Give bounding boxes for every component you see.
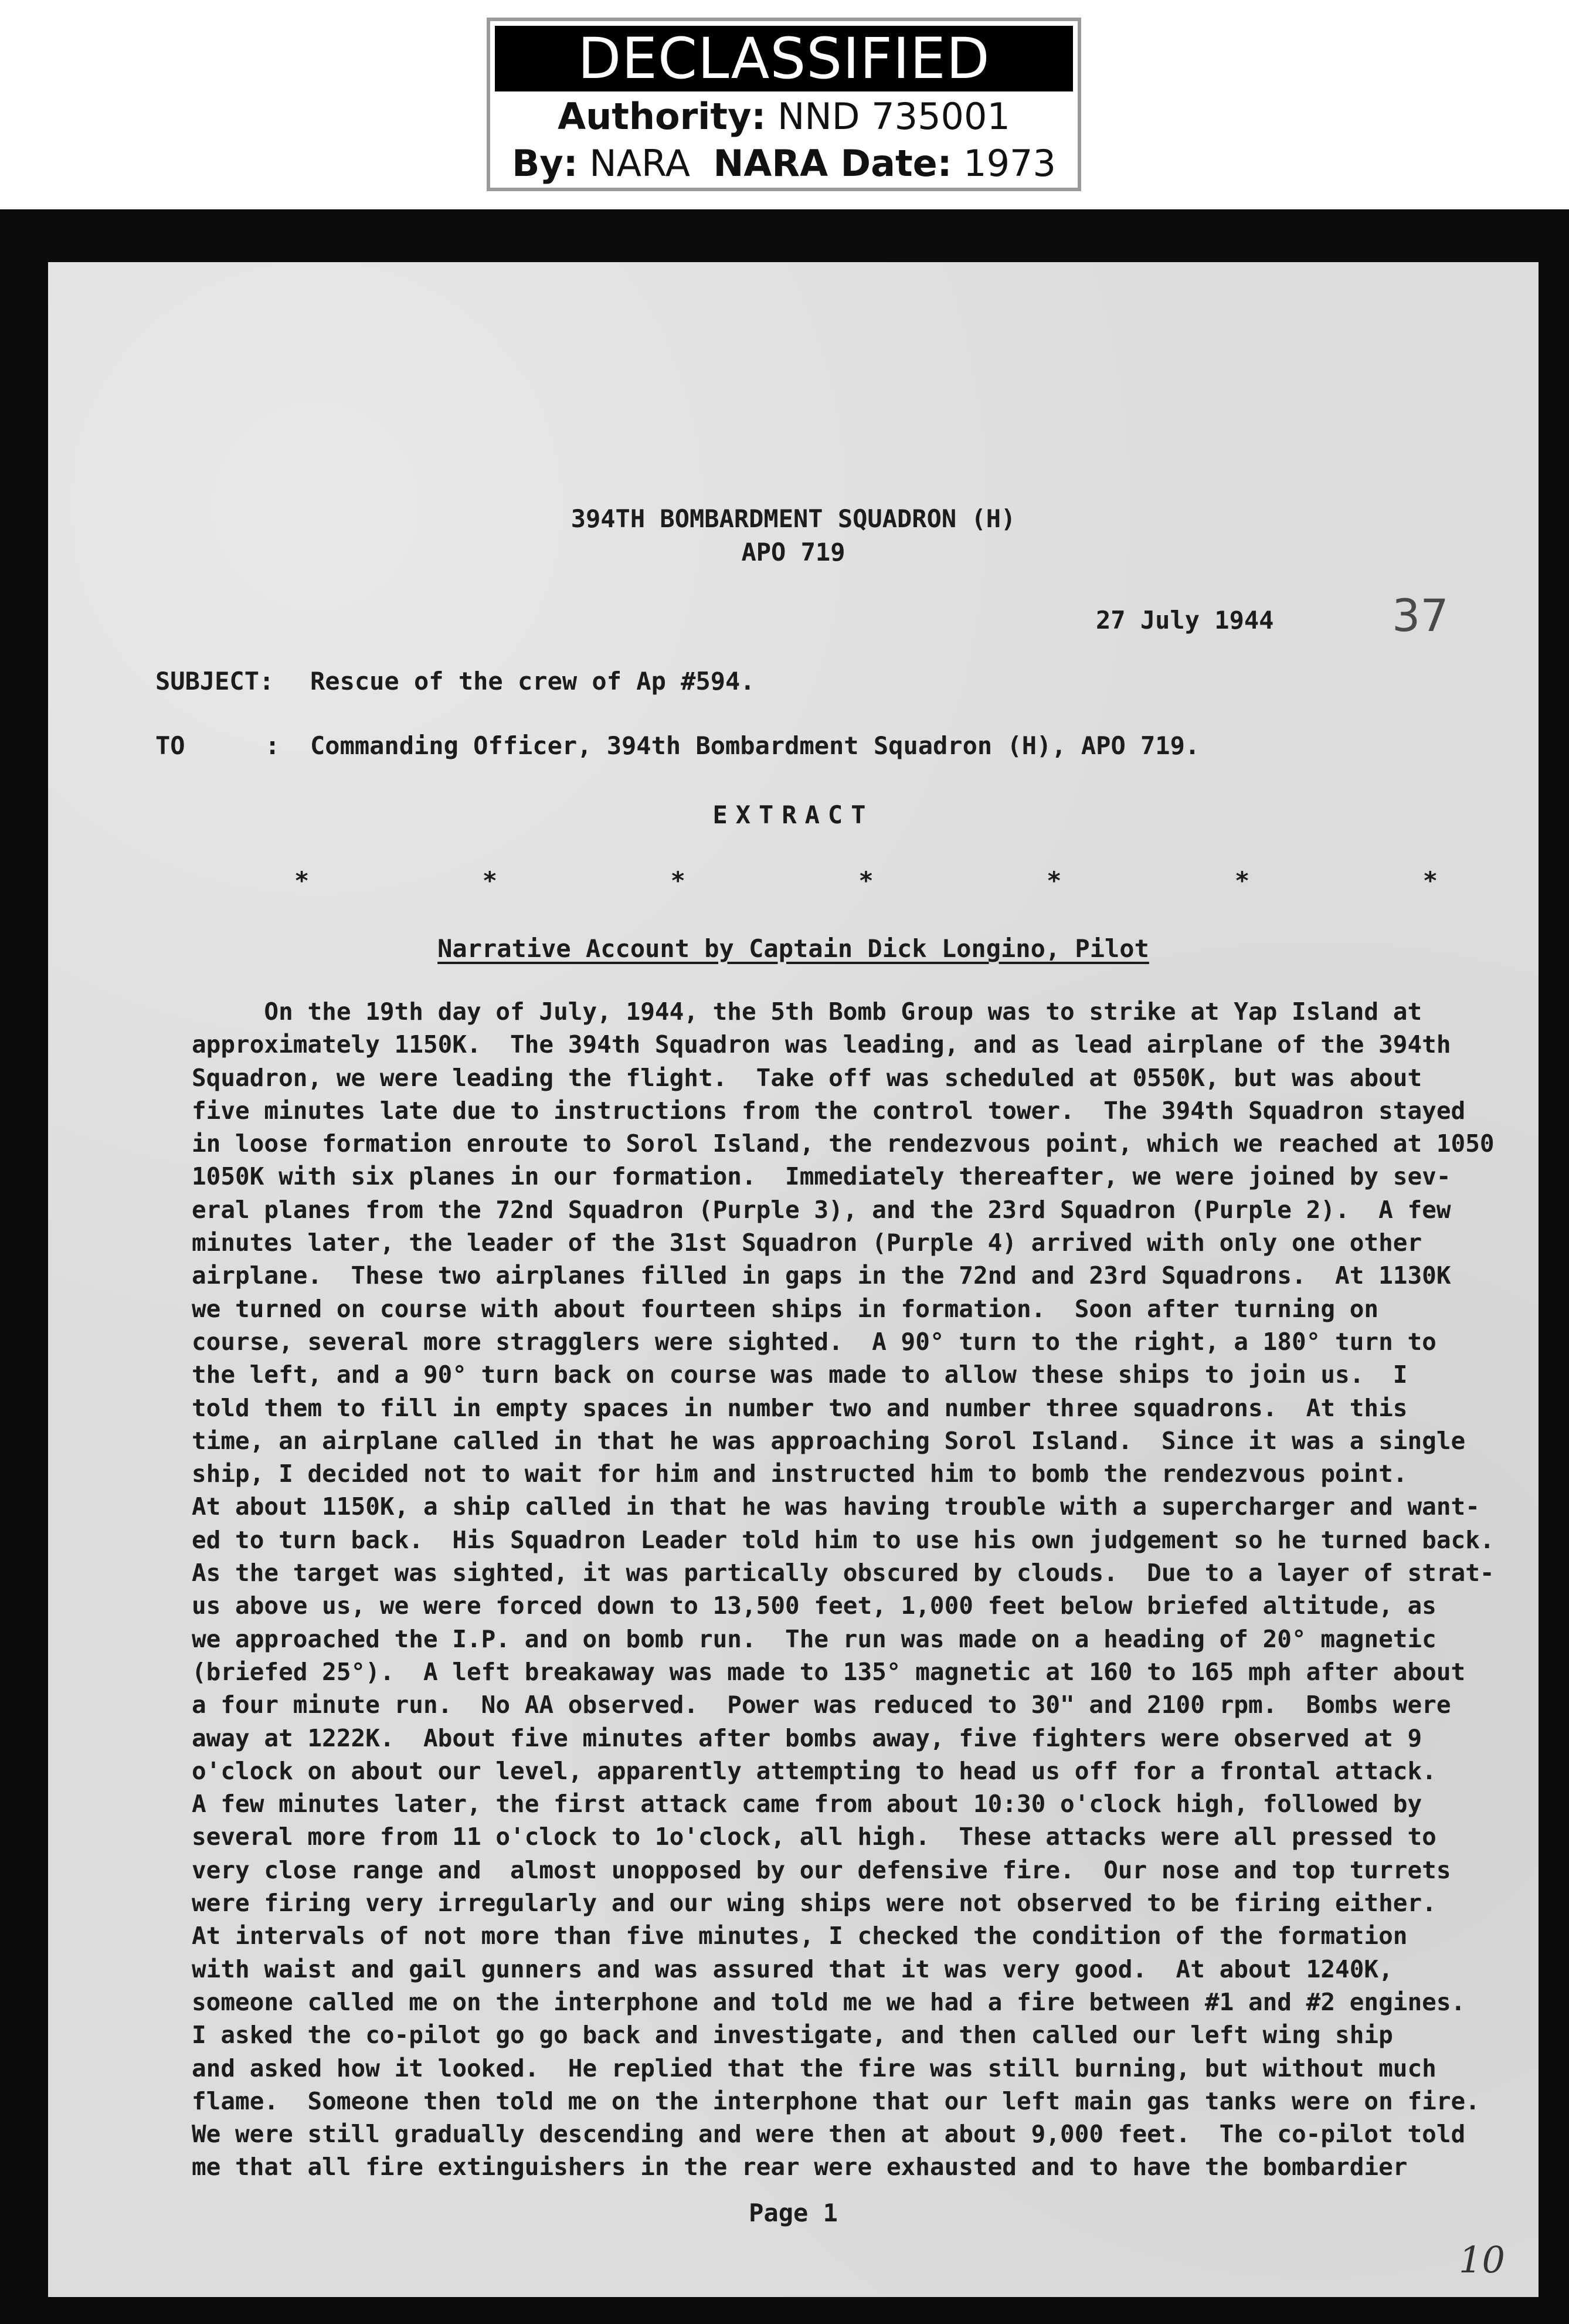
to-label: TO [155, 731, 185, 760]
body-line: Squadron, we were leading the flight. Take off was scheduled at 0550K, but was about [192, 1063, 1422, 1092]
body-line: the left, and a 90° turn back on course was made to allow these ships to join us. I [192, 1361, 1408, 1389]
body-line: several more from 11 o'clock to 1o'clock, all high. These attacks were all pressed to [192, 1823, 1436, 1851]
body-line: flame. Someone then told me on the interphone that our left main gas tanks were on fire. [192, 2086, 1480, 2115]
stamp-authority-label: Authority: [558, 95, 766, 138]
body-line: in loose formation enroute to Sorol Island, the rendezvous point, which we reached at 1050 [192, 1129, 1495, 1158]
body-line: (briefed 25°). A left breakaway was made to 135° magnetic at 160 to 165 mph after about [192, 1657, 1466, 1686]
extract-heading: EXTRACT [712, 800, 874, 829]
subject-text: Rescue of the crew of Ap #594. [310, 667, 755, 695]
body-line: As the target was sighted, it was partically obscured by clouds. Due to a layer of strat- [192, 1559, 1495, 1587]
stamp-date-label: NARA Date: [713, 142, 952, 185]
body-line: I asked the co-pilot go go back and investigate, and then called our left wing ship [192, 2021, 1393, 2050]
document-page [48, 262, 1539, 2297]
body-line: we approached the I.P. and on bomb run. The run was made on a heading of 20° magnetic [192, 1624, 1436, 1653]
body-line: away at 1222K. About five minutes after bombs away, five fighters were observed at 9 [192, 1724, 1422, 1752]
body-line: me that all fire extinguishers in the rear were exhausted and to have the bombardier [192, 2153, 1408, 2181]
handwritten-page-number: 37 [1392, 589, 1449, 642]
body-line: At about 1150K, a ship called in that he was having trouble with a supercharger and want- [192, 1492, 1480, 1521]
stamp-by-value: NARA [589, 142, 691, 185]
body-line: very close range and almost unopposed by our defensive fire. Our nose and top turrets [192, 1855, 1451, 1884]
scan-frame [0, 209, 1569, 2324]
stamp-by-line [490, 142, 1078, 185]
unit-heading: 394TH BOMBARDMENT SQUADRON (H) [570, 504, 1016, 533]
document-date: 27 July 1944 [1096, 606, 1274, 635]
body-line: approximately 1150K. The 394th Squadron was leading, and as lead airplane of the 394th [192, 1030, 1451, 1059]
body-line: a four minute run. No AA observed. Power was reduced to 30" and 2100 rpm. Bombs were [192, 1691, 1451, 1719]
stamp-authority-line [490, 95, 1078, 138]
page-number: Page 1 [749, 2199, 838, 2227]
stamp-authority-value: NND 735001 [777, 95, 1010, 138]
body-line: At intervals of not more than five minutes, I checked the condition of the formation [192, 1922, 1408, 1950]
subject-label: SUBJECT: [155, 667, 274, 695]
declassified-stamp [487, 18, 1081, 191]
asterisk: * [858, 866, 874, 895]
asterisk: * [294, 866, 310, 895]
body-line: A few minutes later, the first attack came from about 10:30 o'clock high, followed by [192, 1790, 1422, 1819]
body-line: On the 19th day of July, 1944, the 5th Bomb Group was to strike at Yap Island at [192, 998, 1422, 1026]
stamp-date-value: 1973 [963, 142, 1056, 185]
narrative-title: Narrative Account by Captain Dick Longino, Pilot [437, 934, 1149, 963]
to-text: Commanding Officer, 394th Bombardment Squadron (H), APO 719. [310, 731, 1200, 760]
narrative-body [192, 995, 1523, 2184]
body-line: 1050K with six planes in our formation. Immediately thereafter, we were joined by sev- [192, 1162, 1451, 1191]
asterisk: * [670, 866, 685, 895]
body-line: with waist and gail gunners and was assured that it was very good. At about 1240K, [192, 1955, 1393, 1983]
body-line: we turned on course with about fourteen ships in formation. Soon after turning on [192, 1294, 1379, 1323]
asterisk: * [1234, 866, 1250, 895]
body-line: eral planes from the 72nd Squadron (Purple 3), and the 23rd Squadron (Purple 2). A few [192, 1195, 1451, 1224]
body-line: course, several more stragglers were sighted. A 90° turn to the right, a 180° turn to [192, 1327, 1436, 1356]
body-line: were firing very irregularly and our wing ships were not observed to be firing either. [192, 1889, 1436, 1918]
body-line: told them to fill in empty spaces in number two and number three squadrons. At this [192, 1393, 1408, 1422]
asterisk: * [1422, 866, 1438, 895]
body-line: ed to turn back. His Squadron Leader told him to use his own judgement so he turned back. [192, 1525, 1495, 1554]
to-colon: : [265, 731, 280, 760]
body-line: airplane. These two airplanes filled in gaps in the 72nd and 23rd Squadrons. At 1130K [192, 1261, 1451, 1290]
body-line: five minutes late due to instructions from the control tower. The 394th Squadron stayed [192, 1096, 1466, 1125]
stamp-title: DECLASSIFIED [495, 26, 1073, 91]
body-line: We were still gradually descending and were then at about 9,000 feet. The co-pilot told [192, 2120, 1466, 2149]
stamp-by-label: By: [512, 142, 578, 185]
body-line: us above us, we were forced down to 13,500 feet, 1,000 feet below briefed altitude, as [192, 1592, 1436, 1620]
asterisk: * [1047, 866, 1062, 895]
body-line: someone called me on the interphone and told me we had a fire between #1 and #2 engines. [192, 1987, 1466, 2016]
asterisk: * [482, 866, 498, 895]
body-line: time, an airplane called in that he was approaching Sorol Island. Since it was a single [192, 1426, 1466, 1455]
apo-heading: APO 719 [741, 538, 845, 566]
handwritten-mark: 10 [1459, 2238, 1505, 2281]
body-line: minutes later, the leader of the 31st Squadron (Purple 4) arrived with only one other [192, 1229, 1422, 1257]
asterisk-separator [294, 866, 1438, 895]
body-line: and asked how it looked. He replied that the fire was still burning, but without much [192, 2054, 1436, 2082]
body-line: o'clock on about our level, apparently attempting to head us off for a frontal attack. [192, 1756, 1436, 1785]
body-line: ship, I decided not to wait for him and instructed him to bomb the rendezvous point. [192, 1460, 1408, 1488]
